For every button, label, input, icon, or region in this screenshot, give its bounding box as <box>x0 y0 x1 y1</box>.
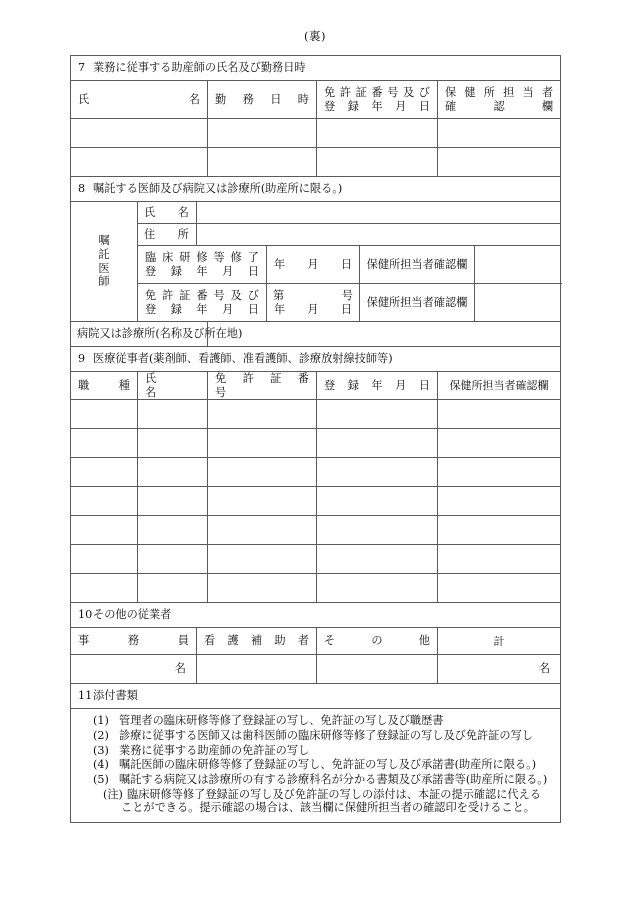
section7-header-license: 免許証番号及び 登録年月日 <box>317 81 438 119</box>
section7-title-row <box>71 56 561 81</box>
section8-license-row <box>71 284 561 322</box>
section10-header-total: 計 <box>438 628 561 655</box>
section7-header-worktime: 勤 務 日 時 <box>208 81 317 119</box>
section7-title-text: 業務に従事する助産師の氏名及び勤務日時 <box>93 61 306 75</box>
section9-title-row <box>71 347 561 372</box>
section8-training-label: 臨床研修等修了 登 録 年 月 日 <box>138 246 267 284</box>
section9-cell-name[interactable] <box>138 574 208 603</box>
section9-title-text: 医療従事者(薬剤師、看護師、准看護師、診療放射線技師等) <box>93 352 393 366</box>
section11-title <box>71 684 561 709</box>
section10-cell-nurseaide[interactable] <box>197 655 317 684</box>
section8-license-confirm-stamp[interactable] <box>475 284 561 322</box>
section10-cell-other[interactable] <box>317 655 438 684</box>
section8-name-value[interactable] <box>197 202 561 224</box>
list-item <box>81 744 550 758</box>
section8-title-text: 嘱託する医師及び病院又は診療所(助産所に限る。) <box>93 182 343 196</box>
section10-cell-clerk[interactable]: 名 <box>71 655 197 684</box>
section9-header-row <box>71 372 561 400</box>
attachment-text: 管理者の臨床研修等修了登録証の写し、免許証の写し及び職歴書 <box>119 714 444 728</box>
attachment-note-text: 臨床研修等修了登録証の写し及び免許証の写しの添付は、本証の提示確認に代えることができる。提示確認の場合は、該当欄に保健所担当者の確認印を受けること。 <box>121 787 541 815</box>
section8-hospital-label: 病院又は診療所(名称及び所在地) <box>71 322 208 347</box>
section9-cell-name[interactable] <box>138 487 208 516</box>
section10-header-row <box>71 628 561 655</box>
section9-header-confirm: 保健所担当者確認欄 <box>438 372 561 400</box>
section9-cell-regdate[interactable] <box>317 487 438 516</box>
section7-header-confirm: 保健所担当者 確 認 欄 <box>438 81 561 119</box>
attachment-marker: (5) <box>93 772 109 786</box>
section10-number: 10 <box>78 608 93 622</box>
section9-header-jobtype: 職 種 <box>71 372 138 400</box>
section8-address-label: 住 所 <box>138 224 197 246</box>
section7-cell-confirm[interactable] <box>438 148 561 177</box>
attachment-note <box>81 788 550 815</box>
section8-title <box>71 177 561 202</box>
section9-data-row[interactable] <box>71 545 561 574</box>
section7-data-row[interactable] <box>71 119 561 148</box>
section9-data-row[interactable] <box>71 458 561 487</box>
section9-cell-name[interactable] <box>138 400 208 429</box>
section9-cell-licensenumber[interactable] <box>208 487 317 516</box>
attachment-marker: (2) <box>93 728 109 742</box>
section8-hospital-row <box>71 322 561 347</box>
section9-cell-licensenumber[interactable] <box>208 516 317 545</box>
section9-header-licensenumber: 免 許 証 番 号 <box>208 372 317 400</box>
section7-cell-worktime[interactable] <box>208 148 317 177</box>
attachment-marker: (4) <box>93 758 109 772</box>
notification-form-table <box>70 55 561 823</box>
section11-content-row <box>71 709 561 823</box>
section7-cell-license[interactable] <box>317 148 438 177</box>
section9-cell-jobtype[interactable] <box>71 429 138 458</box>
section9-data-row[interactable] <box>71 516 561 545</box>
section10-header-nurseaide: 看 護 補 助 者 <box>197 628 317 655</box>
section9-cell-name[interactable] <box>138 429 208 458</box>
attachment-text: 業務に従事する助産師の免許証の写し <box>119 743 310 757</box>
attachment-note-marker: (注) <box>103 787 123 801</box>
section9-cell-regdate[interactable] <box>317 574 438 603</box>
section8-hospital-value[interactable] <box>208 322 561 347</box>
section8-number: 8 <box>78 182 86 196</box>
section9-cell-regdate[interactable] <box>317 545 438 574</box>
section10-title <box>71 603 561 628</box>
section10-header-clerk: 事 務 員 <box>71 628 197 655</box>
section7-number: 7 <box>78 61 86 75</box>
section8-training-row <box>71 246 561 284</box>
section9-data-row[interactable] <box>71 487 561 516</box>
section8-training-date-field[interactable]: 年 月 日 <box>267 246 360 284</box>
section7-header-name: 氏 名 <box>71 81 208 119</box>
section9-cell-regdate[interactable] <box>317 429 438 458</box>
section7-cell-worktime[interactable] <box>208 119 317 148</box>
list-item <box>81 758 550 772</box>
section9-cell-regdate[interactable] <box>317 400 438 429</box>
section8-license-number-field[interactable]: 第 号 年 月 日 <box>267 284 360 322</box>
section8-training-confirm-label: 保健所担当者確認欄 <box>360 246 475 284</box>
section9-cell-jobtype[interactable] <box>71 545 138 574</box>
section9-cell-regdate[interactable] <box>317 516 438 545</box>
attachment-marker: (3) <box>93 743 109 757</box>
section9-cell-name[interactable] <box>138 516 208 545</box>
section7-cell-license[interactable] <box>317 119 438 148</box>
list-item <box>81 773 550 787</box>
section10-header-other: そ の 他 <box>317 628 438 655</box>
section11-number: 11 <box>78 689 93 703</box>
section11-attachment-list <box>71 709 561 823</box>
section9-cell-confirm[interactable] <box>438 400 561 429</box>
section9-header-regdate: 登 録 年 月 日 <box>317 372 438 400</box>
section9-cell-confirm[interactable] <box>438 487 561 516</box>
section9-cell-confirm[interactable] <box>438 429 561 458</box>
section8-vertical-label: 嘱 託 医 師 <box>71 202 138 322</box>
section9-cell-licensenumber[interactable] <box>208 400 317 429</box>
section7-data-row[interactable] <box>71 148 561 177</box>
section10-title-row <box>71 603 561 628</box>
section10-cell-total[interactable]: 名 <box>438 655 561 684</box>
section10-title-text: その他の従業者 <box>93 608 172 622</box>
section8-training-confirm-stamp[interactable] <box>475 246 561 284</box>
section9-cell-name[interactable] <box>138 458 208 487</box>
section9-cell-jobtype[interactable] <box>71 400 138 429</box>
section9-data-row[interactable] <box>71 574 561 603</box>
section11-title-text: 添付書類 <box>93 689 138 703</box>
section10-value-row[interactable] <box>71 655 561 684</box>
section9-cell-jobtype[interactable] <box>71 487 138 516</box>
section9-number: 9 <box>78 352 86 366</box>
list-item <box>81 729 550 743</box>
section7-cell-name[interactable] <box>71 119 208 148</box>
section9-data-row[interactable] <box>71 400 561 429</box>
section9-cell-jobtype[interactable] <box>71 516 138 545</box>
section9-cell-jobtype[interactable] <box>71 574 138 603</box>
section11-title-row <box>71 684 561 709</box>
list-item <box>81 714 550 728</box>
section9-data-row[interactable] <box>71 429 561 458</box>
attachment-marker: (1) <box>93 714 109 728</box>
section9-title <box>71 347 561 372</box>
section8-license-label: 免許証番号及び 登 録 年 月 日 <box>138 284 267 322</box>
attachment-text: 嘱託する病院又は診療所の有する診療科名が分かる書類及び承諾書等(助産所に限る。) <box>119 772 548 786</box>
section9-cell-confirm[interactable] <box>438 545 561 574</box>
section7-cell-confirm[interactable] <box>438 119 561 148</box>
section7-cell-name[interactable] <box>71 148 208 177</box>
section8-name-label: 氏 名 <box>138 202 197 224</box>
section9-cell-confirm[interactable] <box>438 516 561 545</box>
section7-title <box>71 56 561 81</box>
section7-header-row <box>71 81 561 119</box>
section9-cell-regdate[interactable] <box>317 458 438 487</box>
section9-cell-licensenumber[interactable] <box>208 429 317 458</box>
section9-cell-jobtype[interactable] <box>71 458 138 487</box>
section8-name-row <box>71 202 561 224</box>
section8-license-confirm-label: 保健所担当者確認欄 <box>360 284 475 322</box>
section9-cell-name[interactable] <box>138 545 208 574</box>
section9-header-name: 氏 名 <box>138 372 208 400</box>
section9-cell-licensenumber[interactable] <box>208 545 317 574</box>
attachment-text: 診療に従事する医師又は歯科医師の臨床研修等修了登録証の写し及び免許証の写し <box>119 728 533 742</box>
attachment-text: 嘱託医師の臨床研修等修了登録証の写し、免許証の写し及び承諾書(助産所に限る。) <box>119 758 537 772</box>
section9-cell-licensenumber[interactable] <box>208 458 317 487</box>
section8-title-row <box>71 177 561 202</box>
section9-cell-licensenumber[interactable] <box>208 574 317 603</box>
section8-address-row <box>71 224 561 246</box>
page-side-mark: (裏) <box>304 29 326 43</box>
section9-cell-confirm[interactable] <box>438 574 561 603</box>
section9-cell-confirm[interactable] <box>438 458 561 487</box>
section8-address-value[interactable] <box>197 224 561 246</box>
